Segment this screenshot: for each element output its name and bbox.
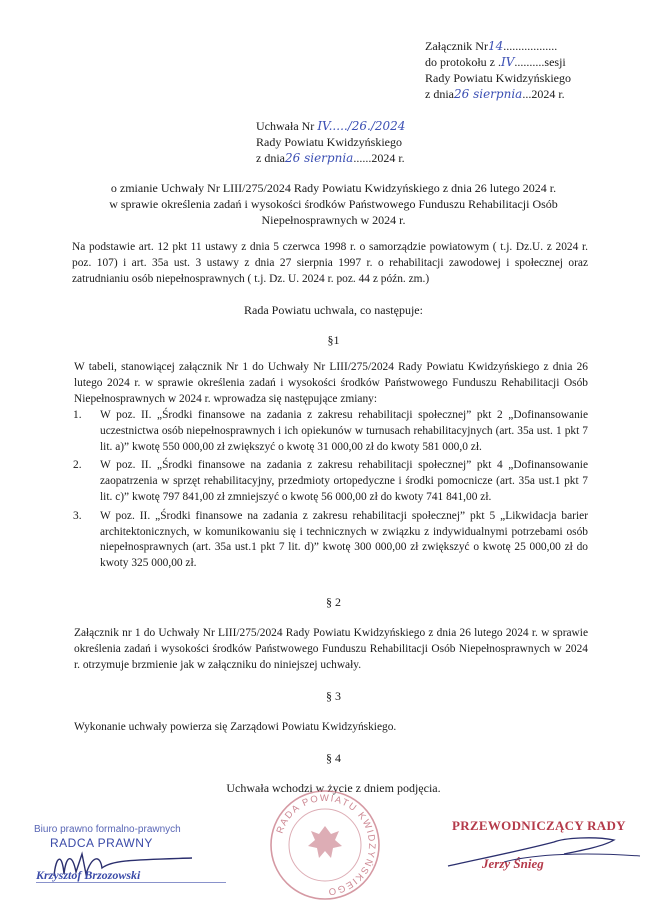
stamp-role: RADCA PRAWNY: [50, 836, 153, 850]
stamp-name: Krzysztof Brzozowski: [36, 868, 141, 882]
resolution-subject: o zmianie Uchwały Nr LIII/275/2024 Rady Powiatu Kwidzyńskiego z dnia 26 lutego 2024 r. w sprawie określenia zadań i wysokości środków Państwowego Funduszu Rehabilitacji Osób Niepełnosprawnych w 2024 r.: [109, 181, 558, 227]
resolution-council: Rady Powiatu Kwidzyńskiego: [256, 135, 402, 149]
council-resolves: Rada Powiatu uchwala, co następuje:: [244, 303, 423, 317]
changes-list: [73, 408, 588, 572]
protocol-line: do protokołu z .IV..........sesji: [425, 55, 566, 69]
attachment-number-line: Załącznik Nr14..................: [425, 39, 558, 53]
chairman-stamp: [452, 818, 652, 888]
stamp-department: Biuro prawno formalno-prawnych: [34, 824, 181, 835]
resolution-header: [256, 118, 405, 166]
seal-text: RADA POWIATU KWIDZYŃSKIEGO: [274, 792, 378, 898]
section-2-heading: § 2: [326, 595, 341, 609]
legal-basis: Na podstawie art. 12 pkt 11 ustawy z dnia 5 czerwca 1998 r. o samorządzie powiatowym ( t.j. Dz.U. z 2024 r. poz. 107) i art. 35a ust. 3 ustawy z dnia 27 sierpnia 1997 r. o rehabilitacji zawodowej i społecznej oraz zatrudnianiu osób niepełnosprawnych ( t.j. Dz. U. 2024 r. poz. 44 z późn. zm.): [72, 241, 588, 285]
attachment-header: [425, 38, 571, 102]
official-seal: [268, 788, 382, 902]
change-item: 1. W poz. II. „Środki finansowe na zadania z zakresu rehabilitacji społecznej” pkt 2 „Dofinansowanie uczestnictwa osób niepełnosprawnych i ich opiekunów w turnusach rehabilitacyjnych (art. 35a ust. 1 pkt 7 lit. a)” kwotę 550 000,00 zł zwiększyć o kwotę 31 000,00 zł do kwoty 581 000,0 zł.: [73, 409, 588, 453]
stamp-line: [36, 882, 226, 883]
section-4-heading: § 4: [326, 751, 341, 765]
change-item: 2. W poz. II. „Środki finansowe na zadania z zakresu rehabilitacji społecznej” pkt 4 „Dofinansowanie zaopatrzenia w sprzęt rehabilitacyjny, przedmioty ortopedyczne i środki pomocnicze (art. 35a ust.1 pkt 7 lit. c)” kwotę 797 841,00 zł zmniejszyć o kwotę 56 000,00 zł do kwoty 741 841,00 zł.: [73, 459, 588, 503]
section-1-changes: [73, 408, 588, 572]
resolution-date-line: z dnia26 sierpnia......2024 r.: [256, 151, 405, 165]
handwritten-session-number: IV: [501, 55, 515, 69]
section-2-text: Załącznik nr 1 do Uchwały Nr LIII/275/2024 Rady Powiatu Kwidzyńskiego z dnia 26 lutego 2024 r. w sprawie określenia zadań i wysokości środków Państwowego Funduszu Rehabilitacji Osób Niepełnosprawnych w 2024 r. otrzymuje brzmienie jak w załączniku do niniejszej uchwały.: [74, 627, 588, 671]
section-1-intro: W tabeli, stanowiącej załącznik Nr 1 do Uchwały Nr LIII/275/2024 Rady Powiatu Kwidzyńskiego z dnia 26 lutego 2024 r. w sprawie określenia zadań i wysokości środków Państwowego Funduszu Rehabilitacji Osób Niepełnosprawnych w 2024 r. wprowadza się następujące zmiany:: [74, 361, 588, 405]
chairman-title: PRZEWODNICZĄCY RADY: [452, 818, 626, 833]
handwritten-attachment-number: 14: [487, 39, 504, 53]
section-3-heading: § 3: [326, 689, 341, 703]
council-name-line: Rady Powiatu Kwidzyńskiego: [425, 71, 571, 85]
handwritten-resolution-number: IV...../26./2024: [317, 119, 406, 133]
handwritten-date: 26 sierpnia: [454, 87, 523, 101]
chairman-signature: [444, 832, 644, 872]
handwritten-resolution-date: 26 sierpnia: [285, 151, 354, 165]
change-item: 3. W poz. II. „Środki finansowe na zadania z zakresu rehabilitacji społecznej” pkt 5 „Likwidacja barier architektonicznych, w komunikowaniu się i technicznych w związku z indywidualnymi potrzebami osób niepełnosprawnych (art. 35a ust.1 pkt 7 lit. d)” kwotę 300 000,00 zł zwiększyć o kwotę 25 000,00 zł do kwoty 325 000,00 zł.: [73, 509, 588, 570]
chairman-name: Jerzy Śnieg: [482, 856, 544, 871]
resolution-number-line: Uchwała Nr IV...../26./2024: [256, 119, 406, 133]
section-1-heading: §1: [327, 333, 340, 347]
attachment-date-line: z dnia26 sierpnia...2024 r.: [425, 87, 565, 101]
section-4-text: Uchwała wchodzi w życie z dniem podjęcia.: [226, 781, 441, 795]
section-3-text: Wykonanie uchwały powierza się Zarządowi Powiatu Kwidzyńskiego.: [74, 721, 397, 733]
legal-advisor-stamp: [34, 824, 234, 890]
